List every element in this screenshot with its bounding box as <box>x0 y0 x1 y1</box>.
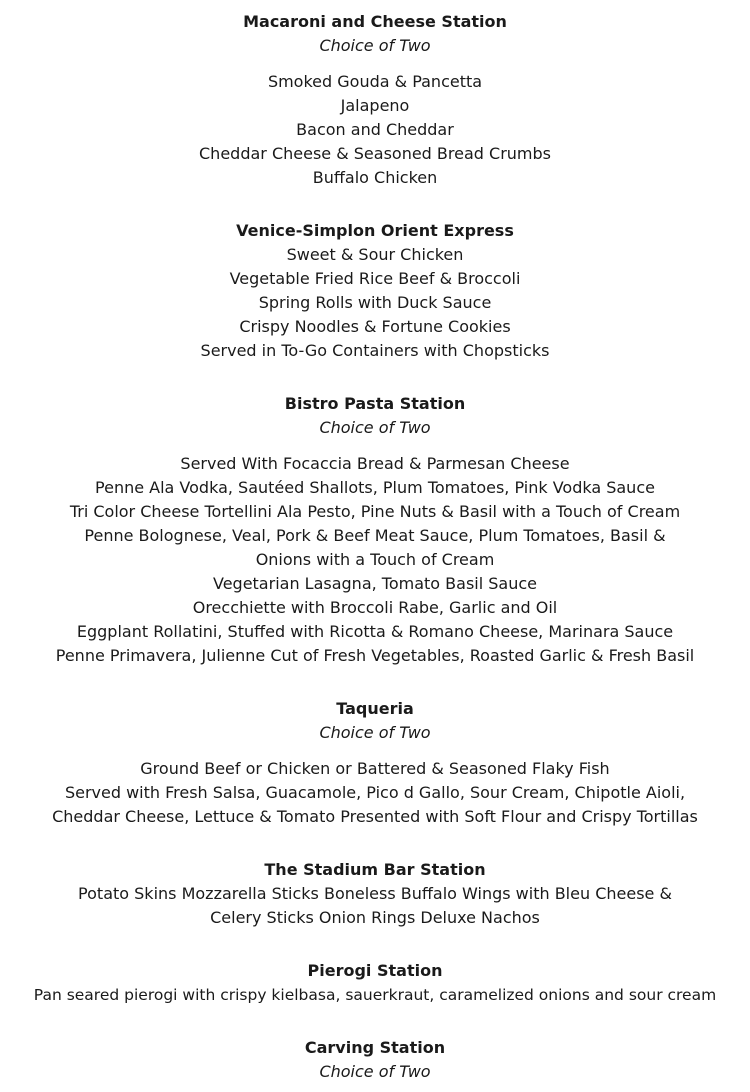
section-subtitle: Choice of Two <box>319 418 431 437</box>
menu-item: Potato Skins Mozzarella Sticks Boneless Buffalo Wings with Bleu Cheese & Celery Sticks Onion Rings Deluxe Nachos <box>78 884 672 927</box>
section-title: Carving Station <box>304 1038 446 1057</box>
menu-item-list <box>0 70 750 190</box>
menu-item: Served With Focaccia Bread & Parmesan Cheese <box>180 454 570 473</box>
section-subtitle: Choice of Two <box>319 723 431 742</box>
menu-item-list <box>0 243 750 363</box>
menu-item: Served in To-Go Containers with Chopsticks <box>200 341 550 360</box>
section-carving <box>0 1036 750 1084</box>
menu-item: Buffalo Chicken <box>312 168 438 187</box>
menu-item-list <box>0 983 750 1007</box>
menu-item: Spring Rolls with Duck Sauce <box>258 293 492 312</box>
section-mac-and-cheese <box>0 10 750 190</box>
menu-item: Jalapeno <box>340 96 410 115</box>
section-title: Pierogi Station <box>307 961 443 980</box>
section-subtitle: Choice of Two <box>319 36 431 55</box>
menu-item: Ground Beef or Chicken or Battered & Seasoned Flaky Fish <box>140 759 610 778</box>
menu-item: Tri Color Cheese Tortellini Ala Pesto, Pine Nuts & Basil with a Touch of Cream <box>69 502 681 521</box>
section-stadium-bar <box>0 858 750 930</box>
section-title: Macaroni and Cheese Station <box>243 12 507 31</box>
menu-item: Bacon and Cheddar <box>296 120 454 139</box>
section-title: Taqueria <box>336 699 414 718</box>
menu-item: Vegetarian Lasagna, Tomato Basil Sauce <box>212 574 538 593</box>
section-title: Bistro Pasta Station <box>284 394 466 413</box>
section-title: The Stadium Bar Station <box>264 860 486 879</box>
menu-item: Eggplant Rollatini, Stuffed with Ricotta & Romano Cheese, Marinara Sauce <box>76 622 674 641</box>
menu-item: Served with Fresh Salsa, Guacamole, Pico d Gallo, Sour Cream, Chipotle Aioli, Cheddar Cheese, Lettuce & Tomato Presented with Soft Flour and Crispy Tortillas <box>52 783 698 826</box>
section-subtitle: Choice of Two <box>319 1062 431 1081</box>
menu-item: Smoked Gouda & Pancetta <box>267 72 483 91</box>
menu-item-list <box>0 452 750 668</box>
section-pierogi <box>0 959 750 1007</box>
menu-item: Penne Primavera, Julienne Cut of Fresh Vegetables, Roasted Garlic & Fresh Basil <box>55 646 695 665</box>
section-orient-express <box>0 219 750 363</box>
menu-item: Penne Bolognese, Veal, Pork & Beef Meat Sauce, Plum Tomatoes, Basil & Onions with a Touch of Cream <box>84 526 666 569</box>
menu-item: Sweet & Sour Chicken <box>286 245 464 264</box>
menu-item: Vegetable Fried Rice Beef & Broccoli <box>229 269 521 288</box>
section-bistro-pasta <box>0 392 750 668</box>
section-title: Venice-Simplon Orient Express <box>236 221 514 240</box>
menu-item: Crispy Noodles & Fortune Cookies <box>239 317 511 336</box>
menu-item-list <box>0 757 750 829</box>
menu-item-list <box>0 882 750 930</box>
section-taqueria <box>0 697 750 829</box>
menu-item: Pan seared pierogi with crispy kielbasa, sauerkraut, caramelized onions and sour cream <box>33 986 717 1004</box>
menu-item: Orecchiette with Broccoli Rabe, Garlic and Oil <box>192 598 558 617</box>
menu-item: Cheddar Cheese & Seasoned Bread Crumbs <box>199 144 551 163</box>
menu-item: Penne Ala Vodka, Sautéed Shallots, Plum Tomatoes, Pink Vodka Sauce <box>95 478 655 497</box>
